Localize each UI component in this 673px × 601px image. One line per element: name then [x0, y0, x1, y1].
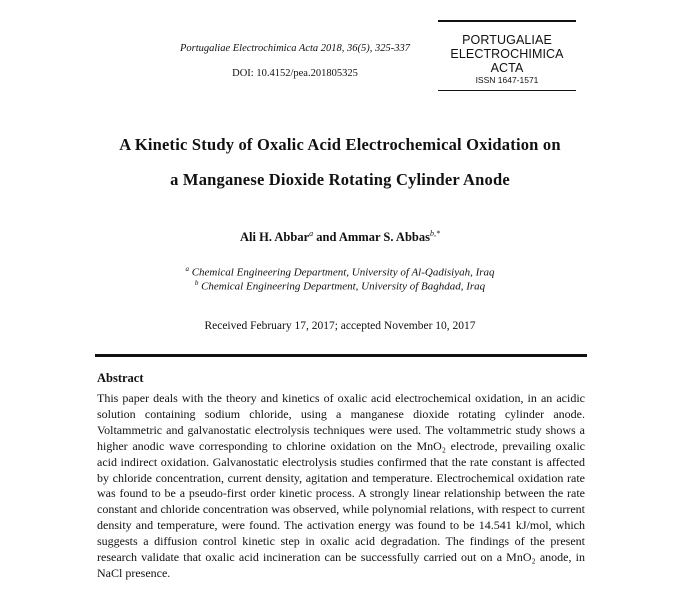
- journal-name-line-1: PORTUGALIAE: [462, 33, 552, 47]
- author-2: Ammar S. Abbas: [338, 230, 430, 245]
- authors: [60, 229, 620, 245]
- affiliation-1-mark: a: [185, 265, 189, 273]
- author-1-affiliation-mark: a: [309, 229, 314, 238]
- received-dates: Received February 17, 2017; accepted November 10, 2017: [204, 320, 476, 332]
- doi[interactable]: DOI: 10.4152/pea.201805325: [232, 68, 358, 79]
- abstract-body: This paper deals with the theory and kinetics of oxalic acid electrochemical oxidation, in an acidic solution containing sodium chloride, using a manganese dioxide rotating cylinder anode. Voltammetric and galvanostatic electrolysis techniques were used. The voltammetric study shows a higher anodic wave corresponding to chlorine oxidation on the MnO₂ electrode, prevailing oxalic acid indirect oxidation. Galvanostatic electrolysis studies confirmed that the rate constant is affected by chloride concentration, current density, agitation and temperature. Electrochemical oxidation rate was found to be a pseudo-first order kinetic process. A strongly linear relationship between the rate constant and chloride concentration was observed, while polynomial relations, with respect to current density and temperature, were found. The activation energy was found to be 14.541 kJ/mol, which suggests a diffusion control kinetic step in oxalic acid degradation. The findings of the present research validate that oxalic acid incineration can be successfully carried out on a MnO₂ anode, in NaCl presence.: [97, 391, 585, 580]
- section-divider: [95, 354, 587, 357]
- affiliation-2: [60, 276, 620, 294]
- paper-title-line-1: A Kinetic Study of Oxalic Acid Electrochemical Oxidation on: [119, 135, 561, 154]
- affiliation-2-text: Chemical Engineering Department, University of Baghdad, Iraq: [201, 280, 486, 293]
- author-2-affiliation-mark: b,*: [429, 229, 440, 238]
- issn: ISSN 1647-1571: [475, 75, 539, 85]
- journal-name-line-2: ELECTROCHIMICA: [450, 47, 564, 61]
- author-1: Ali H. Abbar: [240, 230, 310, 245]
- journal-logo-box: [438, 20, 576, 91]
- affiliation-1-text: Chemical Engineering Department, University of Al-Qadisiyah, Iraq: [191, 266, 495, 279]
- paper-title-line-2: a Manganese Dioxide Rotating Cylinder Anode: [170, 170, 510, 189]
- journal-citation: Portugaliae Electrochimica Acta 2018, 36(5), 325-337: [179, 43, 411, 54]
- author-connector: and: [313, 230, 339, 245]
- abstract-heading: Abstract: [97, 371, 144, 385]
- journal-name-line-3: ACTA: [490, 61, 524, 75]
- affiliation-2-mark: b: [194, 279, 199, 287]
